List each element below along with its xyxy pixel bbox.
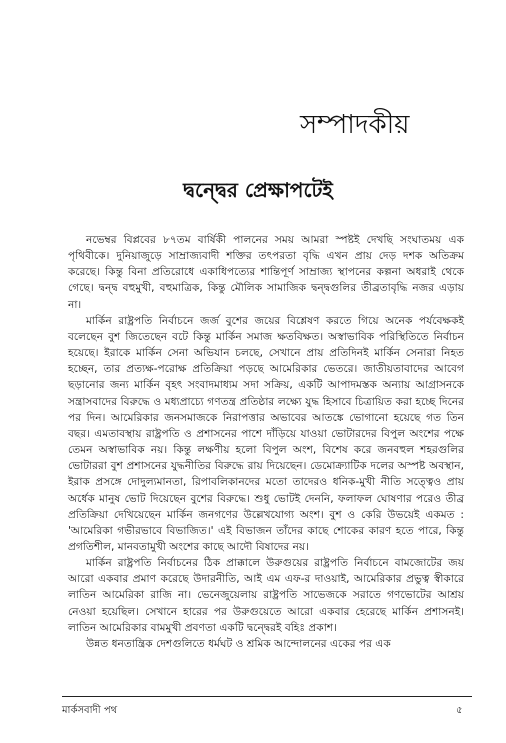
paragraph: মার্কিন রাষ্ট্রপতি নির্বাচনে জর্জ বুশের জয়ের বিশ্লেষণ করতে গিয়ে অনেক পর্যবেক্ষকই বলেছেন বুশ জিতেছেন বটে কিন্তু মার্কিন সমাজ ক্ষতবিক্ষত। অস্বাভাবিক পরিস্থিতিতে নির্বাচন হয়েছে। ইরাকে মার্কিন সেনা অভিযান চলছে, সেখানে প্রায় প্রতিদিনই মার্কিন সেনারা নিহত হচ্ছেন, তার প্রত্যক্ষ-পরোক্ষ প্রতিক্রিয়া পড়ছে আমেরিকার ভেতরে। জাতীয়তাবাদের আবেগ ছড়ানোর জন্য মার্কিন বৃহৎ সংবাদমাধ্যম সদা সক্রিয়, একটি আপাদমস্তক অন্যায় আগ্রাসনকে সন্ত্রাসবাদের বিরুদ্ধে ও মধ্যপ্রাচ্যে গণতন্ত্র প্রতিষ্ঠার লক্ষ্যে যুদ্ধ হিসাবে চিত্রায়িত করা হচ্ছে দিনের পর দিন। আমেরিকার জনসমাজকে নিরাপত্তার অভাবের আতঙ্কে ভোগানো হয়েছে গত তিন বছর। এমতাবস্থায় রাষ্ট্রপতি ও প্রশাসনের পাশে দাঁড়িয়ে যাওয়া ভোটারদের বিপুল অংশের পক্ষে তেমন অস্বাভাবিক নয়। কিন্তু লক্ষণীয় হলো বিপুল অংশ, বিশেষ করে জনবহুল শহরগুলির ভোটাররা বুশ প্রশাসনের যুদ্ধনীতির বিরুদ্ধে রায় দিয়েছেন। ডেমোক্র্যাটিক দলের অস্পষ্ট অবস্থান, ইরাক প্রসঙ্গে দোদুল্যমানতা, রিপাবলিকানদের মতো তাদেরও ধনিক-মুখী নীতি সত্ত্বেও প্রায় অর্ধেক মানুষ ভোট দিয়েছেন বুশের বিরুদ্ধে। শুধু ভোটই দেননি, ফলাফল ঘোষণার পরেও তীব্র প্রতিক্রিয়া দেখিয়েছেন মার্কিন জনগণের উল্লেখযোগ্য অংশ। বুশ ও কেরি উভয়েই একমত : 'আমেরিকা গভীরভাবে বিভাজিত।' এই বিভাজন তাঁদের কাছে শোকের কারণ হতে পারে, কিন্তু প্রগতিশীল, মানবতামুখী অংশের কাছে আদৌ বিষাদের নয়।: [68, 314, 464, 553]
section-title: সম্পাদকীয়: [300, 110, 410, 140]
article-headline: দ্বন্দ্বের প্রেক্ষাপটেই: [183, 178, 333, 202]
paragraph: নভেম্বর বিপ্লবের ৮৭তম বার্ষিকী পালনের সময় আমরা স্পষ্টই দেখছি সংঘাতময় এক পৃথিবীকে। দুনিয়াজুড়ে সাম্রাজ্যবাদী শক্তির তৎপরতা বৃদ্ধি এখন প্রায় দেড় দশক অতিক্রম করেছে। কিন্তু বিনা প্রতিরোধে একাধিপত্যের শান্তিপূর্ণ সাম্রাজ্য স্থাপনের কল্পনা অধরাই থেকে গেছে। দ্বন্দ্ব বহুমুখী, বহুমাত্রিক, কিন্তু মৌলিক সামাজিক দ্বন্দ্বগুলির তীব্রতাবৃদ্ধি নজর এড়ায় না।: [68, 234, 464, 311]
paragraph: মার্কিন রাষ্ট্রপতি নির্বাচনের ঠিক প্রাক্কালে উরুগুয়ের রাষ্ট্রপতি নির্বাচনে বামজোটের জয় আরো একবার প্রমাণ করেছে উদারনীতি, আই এম এফ-র দাওয়াই, আমেরিকার প্রভুত্ব স্বীকারে লাতিন আমেরিকা রাজি না। ভেনেজুয়েলায় রাষ্ট্রপতি সাভেজকে সরাতে গণভোটের আশ্রয় নেওয়া হয়েছিল। সেখানে হারের পর উরুগুয়েতে আরো একবার হেরেছে মার্কিন প্রশাসনই। লাতিন আমেরিকার বামমুখী প্রবণতা একটি দ্বন্দ্বেরই বহিঃ প্রকাশ।: [68, 557, 464, 634]
footer-divider: [62, 696, 472, 697]
journal-name: মার্কসবাদী পথ: [62, 705, 118, 716]
paragraph: উন্নত ধনতান্ত্রিক দেশগুলিতে ধর্মঘট ও শ্রমিক আন্দোলনের একের পর এক: [86, 637, 391, 650]
page-number: ৫: [456, 705, 463, 716]
article-body: [68, 232, 464, 652]
